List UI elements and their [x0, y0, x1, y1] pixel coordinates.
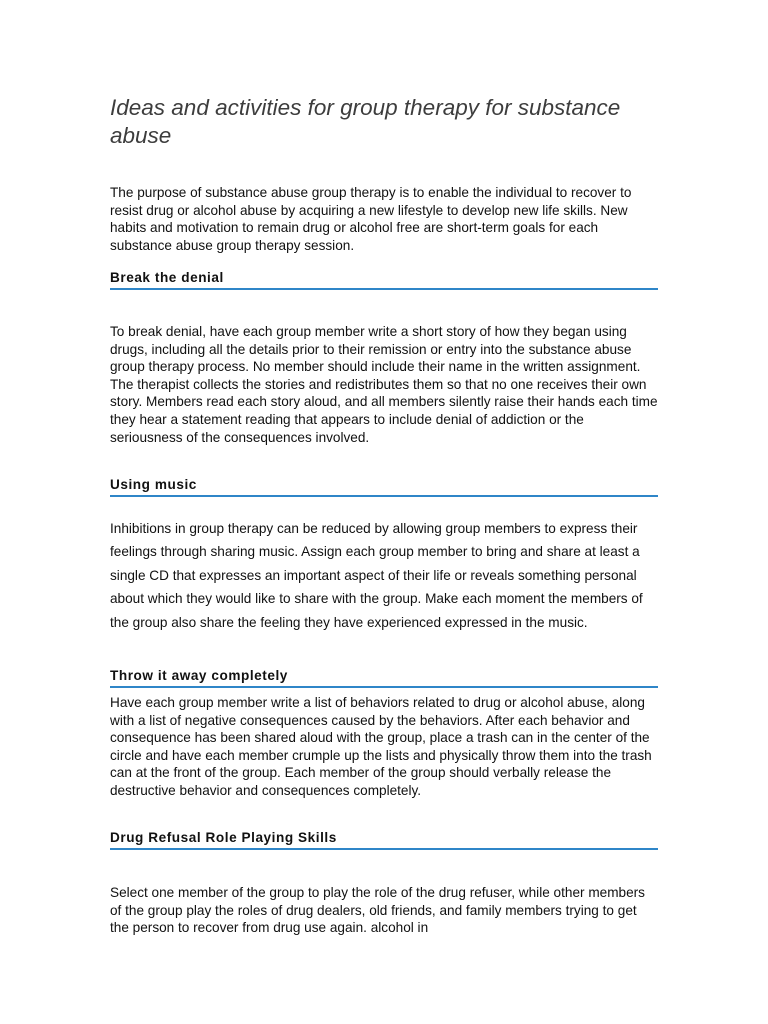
section-body-throw-it-away: Have each group member write a list of behaviors related to drug or alcohol abuse, along with a list of negative consequences caused by the behaviors. After each behavior and consequence has been shared aloud with the group, place a trash can in the center of the circle and have each member crumple up the lists and physically throw them into the trash can at the front of the group. Each member of the group should verbally release the destructive behavior and consequences completely. [110, 695, 652, 798]
section-heading-break-the-denial: Break the denial [110, 269, 658, 290]
intro-paragraph: The purpose of substance abuse group therapy is to enable the individual to recover to resist drug or alcohol abuse by acquiring a new lifestyle to develop new life skills. New habits and motivation to remain drug or alcohol free are short-term goals for each substance abuse group therapy session. [110, 185, 632, 253]
section-body-drug-refusal: Select one member of the group to play the role of the drug refuser, while other members of the group play the roles of drug dealers, old friends, and family members trying to get the person to recover from drug use again. alcohol in [110, 885, 645, 936]
section-heading-using-music: Using music [110, 476, 658, 497]
section-body-using-music: Inhibitions in group therapy can be reduced by allowing group members to express their feelings through sharing music. Assign each group member to bring and share at least a single CD that expresses an important aspect of their life or reveals something personal about which they would like to share with the group. Make each moment the members of the group also share the feeling they have experienced expressed in the music. [110, 521, 643, 630]
section-heading-throw-it-away: Throw it away completely [110, 667, 658, 688]
section-body-break-the-denial: To break denial, have each group member write a short story of how they began using drugs, including all the details prior to their remission or entry into the substance abuse group therapy process. No member should include their name in the written assignment. The therapist collects the stories and redistributes them so that no one receives their own story. Members read each story aloud, and all members silently raise their hands each time they hear a statement reading that appears to include denial of addiction or the seriousness of the consequences involved. [110, 324, 658, 445]
document-title: Ideas and activities for group therapy for substance abuse [110, 95, 621, 148]
section-heading-drug-refusal: Drug Refusal Role Playing Skills [110, 829, 658, 850]
